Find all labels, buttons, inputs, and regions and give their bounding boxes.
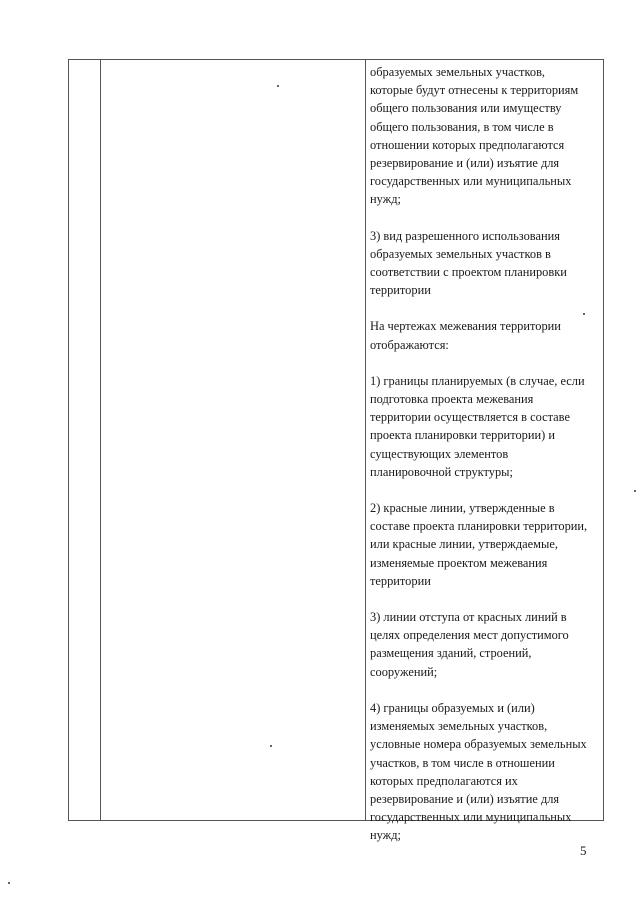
column-divider	[100, 60, 101, 820]
text-line: планировочной структуры;	[370, 464, 513, 479]
cell-paragraph	[370, 372, 602, 481]
text-line: сооружений;	[370, 664, 438, 679]
text-line: проекта планировки территории) и	[370, 428, 555, 443]
text-line: резервирование и (или) изъятие для	[370, 156, 560, 171]
text-line: отображаются:	[370, 337, 449, 352]
text-line: 1) границы планируемых (в случае, если	[370, 373, 585, 388]
text-line: образуемых земельных участков в	[370, 246, 551, 261]
text-line: образуемых земельных участков,	[370, 65, 546, 79]
cell-paragraph	[370, 227, 602, 300]
text-line: нужд;	[370, 192, 401, 207]
text-line: подготовка проекта межевания	[370, 392, 534, 407]
column-divider	[365, 60, 366, 820]
text-line: изменяемые проектом межевания	[370, 555, 548, 570]
text-line: составе проекта планировки территории,	[370, 519, 588, 534]
text-line: общего пользования, в том числе в	[370, 119, 554, 134]
text-line: отношении которых предполагаются	[370, 137, 565, 152]
text-line: 3) вид разрешенного использования	[370, 228, 560, 243]
text-line: или красные линии, утверждаемые,	[370, 537, 558, 552]
page-number: 5	[580, 843, 587, 858]
text-line: территории осуществляется в составе	[370, 410, 570, 425]
cell-paragraph	[370, 63, 602, 209]
text-line: государственных или муниципальных	[370, 810, 572, 825]
text-line: участков, в том числе в отношении	[370, 755, 555, 770]
scan-speck	[634, 490, 636, 492]
scan-speck	[583, 313, 585, 315]
cell-paragraph	[370, 699, 602, 845]
text-line: общего пользования или имуществу	[370, 101, 562, 116]
text-line: 4) границы образуемых и (или)	[370, 700, 535, 715]
text-line: резервирование и (или) изъятие для	[370, 791, 560, 806]
text-line: условные номера образуемых земельных	[370, 737, 587, 752]
text-line: существующих элементов	[370, 446, 509, 461]
text-line: 3) линии отступа от красных линий в	[370, 610, 567, 625]
cell-paragraph	[370, 317, 602, 353]
cell-paragraph	[370, 499, 602, 590]
text-line: На чертежах межевания территории	[370, 319, 561, 334]
scan-speck	[277, 85, 279, 87]
text-line: 2) красные линии, утвержденные в	[370, 501, 555, 516]
text-line: государственных или муниципальных	[370, 174, 572, 189]
text-line: нужд;	[370, 828, 401, 843]
scan-speck	[8, 882, 10, 884]
text-line: размещения зданий, строений,	[370, 646, 532, 661]
scan-speck	[270, 745, 272, 747]
document-table	[68, 59, 604, 843]
cell-paragraph	[370, 608, 602, 681]
text-line: территории	[370, 573, 431, 588]
text-line: целях определения мест допустимого	[370, 628, 569, 643]
table-cell-text	[370, 63, 602, 863]
text-line: которых предполагаются их	[370, 773, 518, 788]
text-line: территории	[370, 283, 431, 298]
text-line: изменяемых земельных участков,	[370, 719, 548, 734]
text-line: которые будут отнесены к территориям	[370, 83, 579, 98]
text-line: соответствии с проектом планировки	[370, 265, 567, 280]
